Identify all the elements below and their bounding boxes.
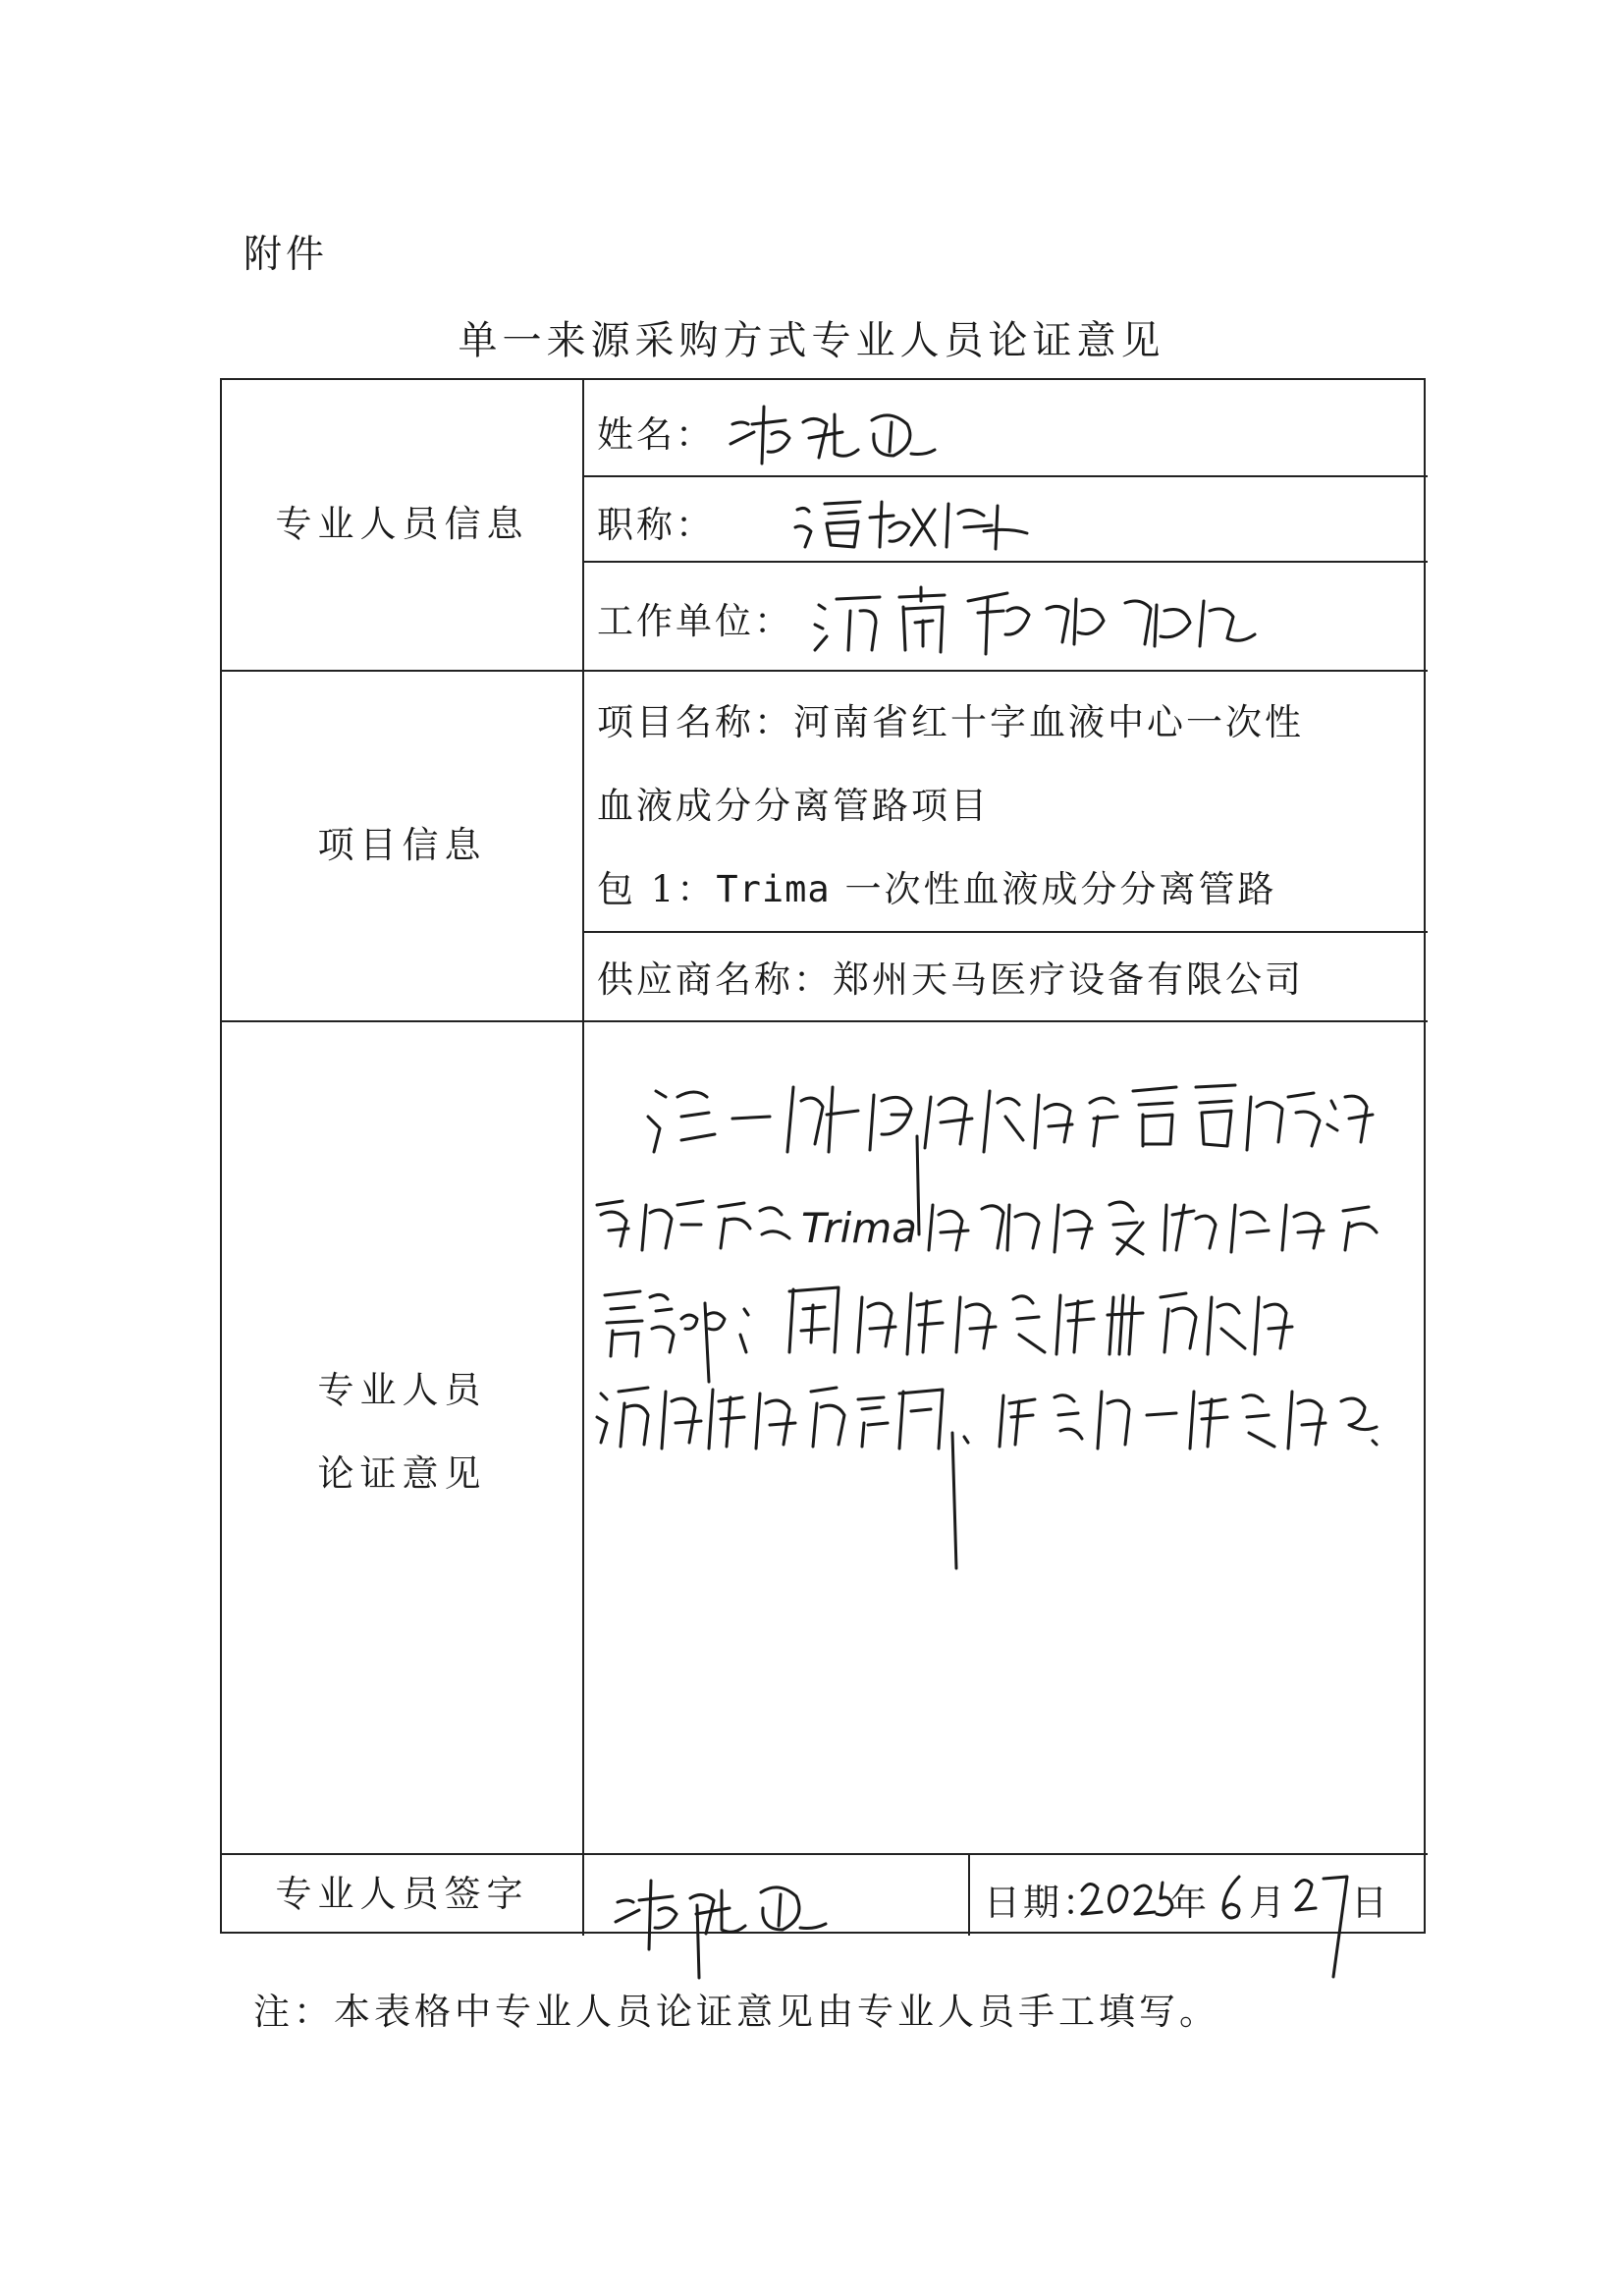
signature-tail-stroke xyxy=(687,1905,707,1988)
handwritten-unit xyxy=(811,581,1263,669)
row-divider xyxy=(582,931,1428,933)
handwritten-name xyxy=(725,395,941,477)
name-label: 姓名： xyxy=(597,413,715,456)
project-info-label: 项目信息 xyxy=(317,824,487,866)
row-divider xyxy=(582,561,1428,563)
supplier-line xyxy=(597,950,1304,1003)
handwritten-title xyxy=(791,488,1047,561)
page-title: 单一来源采购方式专业人员论证意见 xyxy=(458,318,1165,363)
package-prefix: 包 1： xyxy=(597,868,717,910)
section-divider xyxy=(222,670,1428,672)
sign-divider xyxy=(968,1853,970,1936)
argument-form xyxy=(220,378,1426,1934)
year-unit: 年 xyxy=(1170,1882,1210,1924)
sign-divider xyxy=(582,1853,584,1936)
supplier-label: 供应商名称： xyxy=(597,958,833,1001)
project-name-line2: 血液成分分离管路项目 xyxy=(597,785,990,827)
handwritten-day xyxy=(1290,1861,1359,1983)
section-divider xyxy=(222,1020,1428,1022)
row-divider xyxy=(582,475,1428,477)
package-line xyxy=(597,859,1276,912)
handwritten-signature xyxy=(610,1863,845,1955)
month-unit: 月 xyxy=(1249,1882,1288,1924)
expert-info-label: 专业人员信息 xyxy=(275,503,529,545)
date-label: 日期： xyxy=(984,1882,1102,1924)
package-trima: Trima xyxy=(716,868,831,910)
opinion-label-line1: 专业人员 xyxy=(317,1369,487,1411)
title-label: 职称： xyxy=(597,504,715,546)
project-name-value: 河南省红十字血液中心一次性 xyxy=(793,701,1304,743)
project-name-label: 项目名称： xyxy=(597,701,793,743)
handwritten-year xyxy=(1076,1869,1174,1932)
attachment-label: 附件 xyxy=(243,233,329,277)
section-divider xyxy=(222,1853,1428,1855)
supplier-value: 郑州天马医疗设备有限公司 xyxy=(833,958,1304,1001)
project-name-line1 xyxy=(597,692,1304,745)
footer-note: 注：本表格中专业人员论证意见由专业人员手工填写。 xyxy=(253,1991,1219,2033)
svg-text:Trima: Trima xyxy=(801,1204,917,1252)
signature-label: 专业人员签字 xyxy=(275,1873,529,1915)
package-name: 一次性血液成分分离管路 xyxy=(830,868,1277,910)
column-divider xyxy=(582,380,584,1853)
handwritten-opinion xyxy=(587,1058,1422,1572)
unit-label: 工作单位： xyxy=(597,600,793,642)
day-unit: 日 xyxy=(1351,1882,1390,1924)
handwritten-month xyxy=(1214,1869,1253,1932)
opinion-label-line2: 论证意见 xyxy=(317,1452,487,1495)
